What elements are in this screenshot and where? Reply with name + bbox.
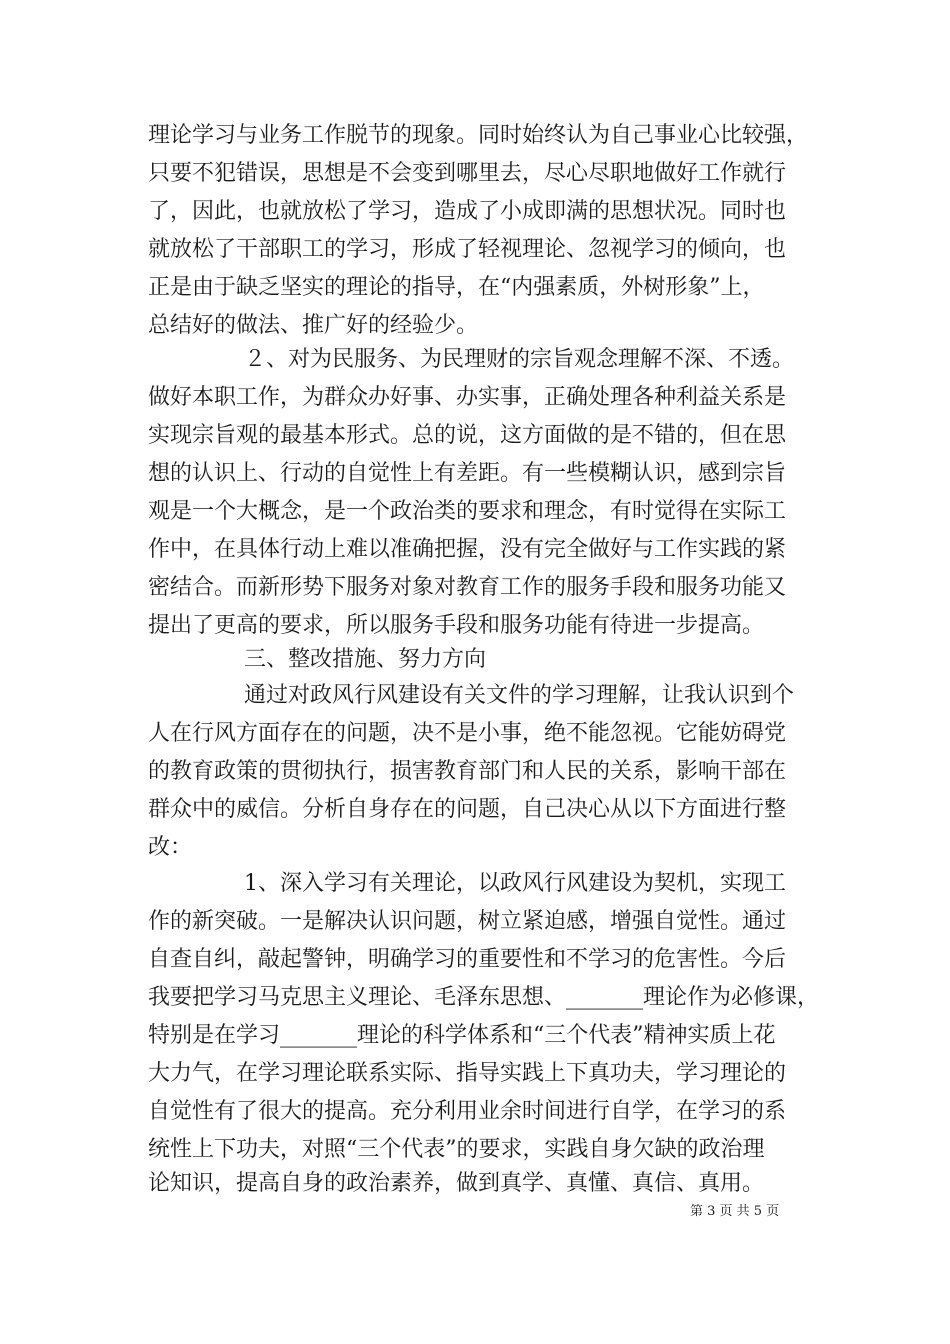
text-line-24: 我要把学习马克思主义理论、毛泽东思想、_______理论作为必修课， [148,985,820,1010]
text-line-19: 群众中的威信。分析自身存在的问题，自己决心从以下方面进行整 [148,797,787,822]
text-line-11: 观是一个大概念，是一个政治类的要求和理念，有时觉得在实际工 [148,499,787,524]
text-line-13: 密结合。而新形势下服务对象对教育工作的服务手段和服务功能又 [148,575,787,600]
text-line-29: 论知识，提高自身的政治素养，做到真学、真懂、真信、真用。 [148,1171,765,1196]
text-line-27: 自觉性有了很大的提高。充分利用业余时间进行自学，在学习的系 [148,1099,787,1124]
text-line-17: 人在行风方面存在的问题，决不是小事，绝不能忽视。它能妨碍党 [148,721,787,746]
text-line-22: 作的新突破。一是解决认识问题，树立紧迫感，增强自觉性。通过 [148,909,787,934]
text-line-26: 大力气，在学习理论联系实际、指导实践上下真功夫，学习理论的 [148,1061,787,1086]
text-line-8: 做好本职工作，为群众办好事、办实事，正确处理各种利益关系是 [148,385,787,410]
text-line-2: 只要不犯错误，思想是不会变到哪里去，尽心尽职地做好工作就行 [148,161,787,186]
page-number-footer: 第 3 页 共 5 页 [690,1204,780,1219]
text-line-3: 了，因此，也就放松了学习，造成了小成即满的思想状况。同时也 [148,199,787,224]
text-line-1: 理论学习与业务工作脱节的现象。同时始终认为自己事业心比较强， [148,123,809,148]
section-heading-3: 三、整改措施、努力方向 [244,647,487,672]
text-line-14: 提出了更高的要求，所以服务手段和服务功能有待进一步提高。 [148,613,765,638]
section-item-1-heading: 1、深入学习有关理论，以政风行风建设为契机，实现工 [244,871,786,896]
text-line-6: 总结好的做法、推广好的经验少。 [148,313,479,338]
text-line-20: 改： [148,835,193,860]
section-item-2-heading: ２、对为民服务、为民理财的宗旨观念理解不深、不透。 [244,347,795,372]
text-line-10: 想的认识上、行动的自觉性上有差距。有一些模糊认识，感到宗旨 [148,461,787,486]
text-line-4: 就放松了干部职工的学习，形成了轻视理论、忽视学习的倾向，也 [148,237,787,262]
text-line-9: 实现宗旨观的最基本形式。总的说，这方面做的是不错的，但在思 [148,423,787,448]
text-line-12: 作中，在具体行动上难以准确把握，没有完全做好与工作实践的紧 [148,537,787,562]
text-line-25: 特别是在学习_______理论的科学体系和“三个代表”精神实质上花 [148,1023,776,1048]
text-line-16: 通过对政风行风建设有关文件的学习理解，让我认识到个 [244,683,795,708]
text-line-23: 自查自纠，敲起警钟，明确学习的重要性和不学习的危害性。今后 [148,947,787,972]
text-line-5: 正是由于缺乏坚实的理论的指导，在“内强素质，外树形象”上， [148,275,765,300]
text-line-28: 统性上下功夫，对照“三个代表”的要求，实践自身欠缺的政治理 [148,1137,765,1162]
text-line-18: 的教育政策的贯彻执行，损害教育部门和人民的关系，影响干部在 [148,759,787,784]
